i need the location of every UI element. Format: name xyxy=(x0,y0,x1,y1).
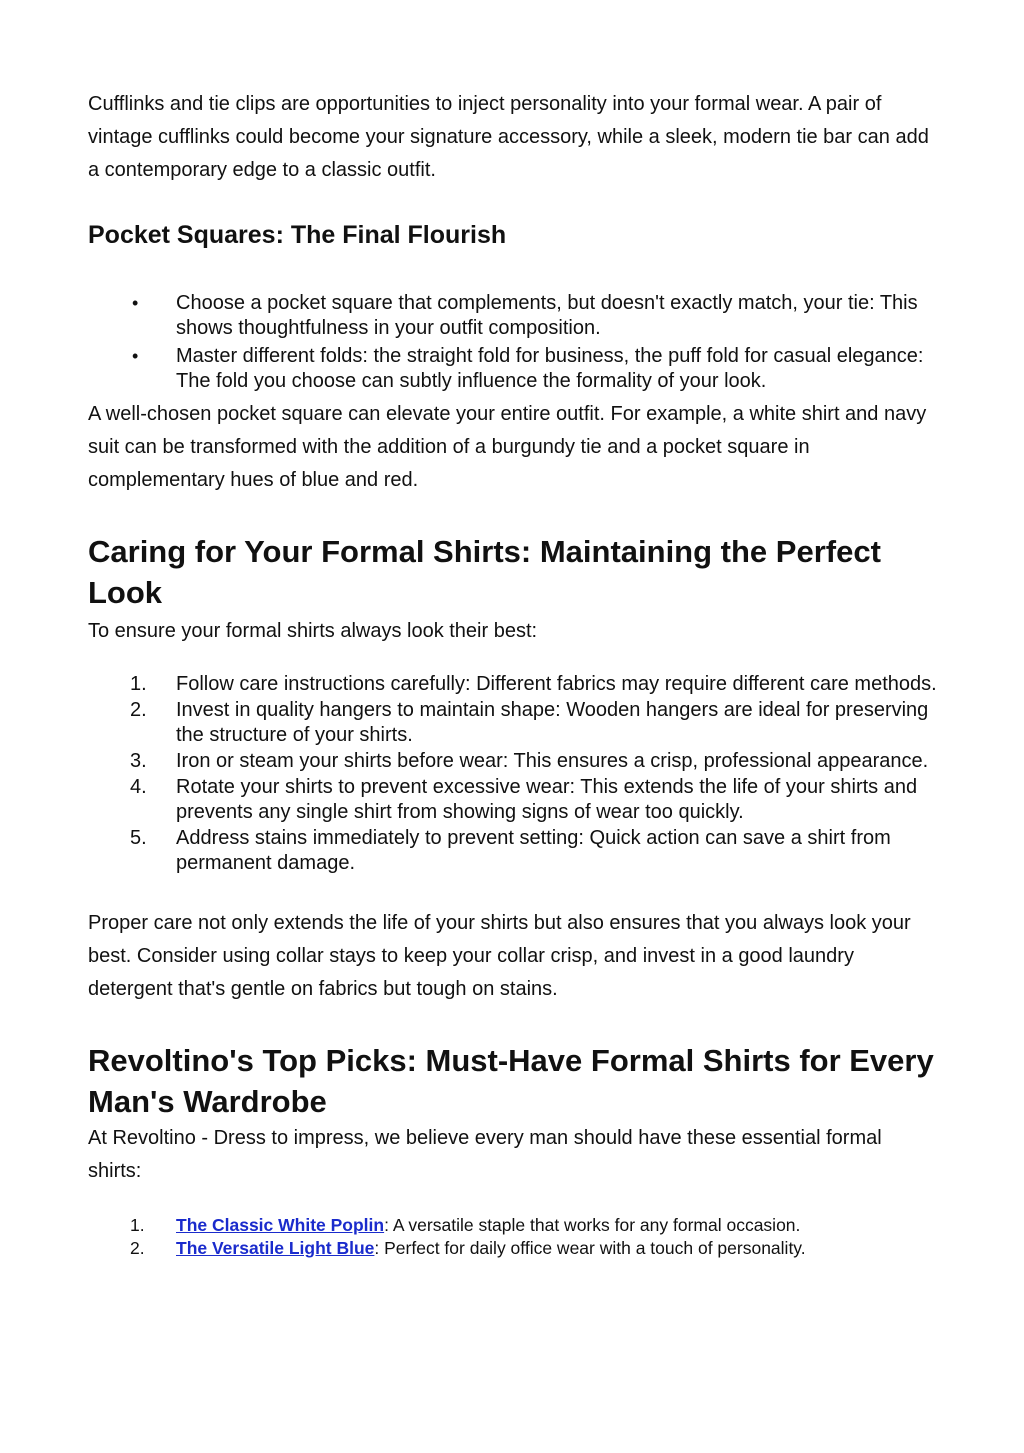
list-item-text: : A versatile staple that works for any formal occasion. xyxy=(384,1215,801,1235)
top-picks-heading: Revoltino's Top Picks: Must-Have Formal Shirts for Every Man's Wardrobe xyxy=(88,1043,934,1119)
list-item xyxy=(88,698,940,748)
list-item xyxy=(88,672,940,697)
caring-paragraph: Proper care not only extends the life of your shirts but also ensures that you always look your best. Consider using collar stays to keep your collar crisp, and invest in a good laundry detergent that's gentle on fabrics but tough on stains. xyxy=(88,912,911,1000)
list-item xyxy=(88,291,940,341)
list-item-text: Rotate your shirts to prevent excessive wear: This extends the life of your shirts and prevents any single shirt from showing signs of wear too quickly. xyxy=(176,776,918,823)
pocket-squares-heading: Pocket Squares: The Final Flourish xyxy=(88,221,507,249)
versatile-light-blue-link[interactable]: The Versatile Light Blue xyxy=(176,1238,375,1258)
bullet-marker: • xyxy=(132,346,139,366)
list-item xyxy=(88,344,940,394)
list-item xyxy=(88,775,940,825)
list-item-text: Choose a pocket square that complements, but doesn't exactly match, your tie: This shows thoughtfulness in your outfit composition. xyxy=(176,292,918,339)
classic-white-poplin-link[interactable]: The Classic White Poplin xyxy=(176,1215,385,1235)
pocket-squares-list xyxy=(88,291,940,394)
list-item-text: Invest in quality hangers to maintain shape: Wooden hangers are ideal for preserving the structure of your shirts. xyxy=(176,699,929,746)
step-number: 2. xyxy=(130,699,147,721)
top-picks-intro: At Revoltino - Dress to impress, we believe every man should have these essential formal shirts: xyxy=(88,1127,882,1182)
pocket-squares-paragraph: A well-chosen pocket square can elevate your entire outfit. For example, a white shirt and navy suit can be transformed with the addition of a burgundy tie and a pocket square in complementary hues of blue and red. xyxy=(88,403,927,491)
list-item-text: : Perfect for daily office wear with a touch of personality. xyxy=(374,1238,806,1258)
list-item-text: Iron or steam your shirts before wear: This ensures a crisp, professional appearance. xyxy=(176,750,929,772)
step-number: 4. xyxy=(130,776,147,798)
list-item xyxy=(88,826,940,876)
top-picks-list xyxy=(88,1214,940,1260)
step-number: 3. xyxy=(130,750,147,772)
bullet-marker: • xyxy=(132,293,139,313)
step-number: 5. xyxy=(130,827,147,849)
list-item xyxy=(88,749,940,774)
caring-steps xyxy=(88,672,940,876)
item-number: 2. xyxy=(130,1238,145,1258)
list-item xyxy=(88,1237,940,1260)
caring-intro: To ensure your formal shirts always look their best: xyxy=(88,620,538,642)
list-item-text: Address stains immediately to prevent setting: Quick action can save a shirt from permanent damage. xyxy=(176,827,891,874)
caring-heading: Caring for Your Formal Shirts: Maintaining the Perfect Look xyxy=(88,534,881,610)
step-number: 1. xyxy=(130,673,147,695)
document-page xyxy=(88,88,940,1260)
item-number: 1. xyxy=(130,1215,145,1235)
list-item-text: Master different folds: the straight fold for business, the puff fold for casual elegance: The fold you choose can subtly influence the formality of your look. xyxy=(176,345,924,392)
list-item xyxy=(88,1214,940,1237)
list-item-text: Follow care instructions carefully: Different fabrics may require different care methods. xyxy=(176,673,937,695)
intro-paragraph: Cufflinks and tie clips are opportunities to inject personality into your formal wear. A pair of vintage cufflinks could become your signature accessory, while a sleek, modern tie bar can add a contemporary edge to a classic outfit. xyxy=(88,93,929,181)
